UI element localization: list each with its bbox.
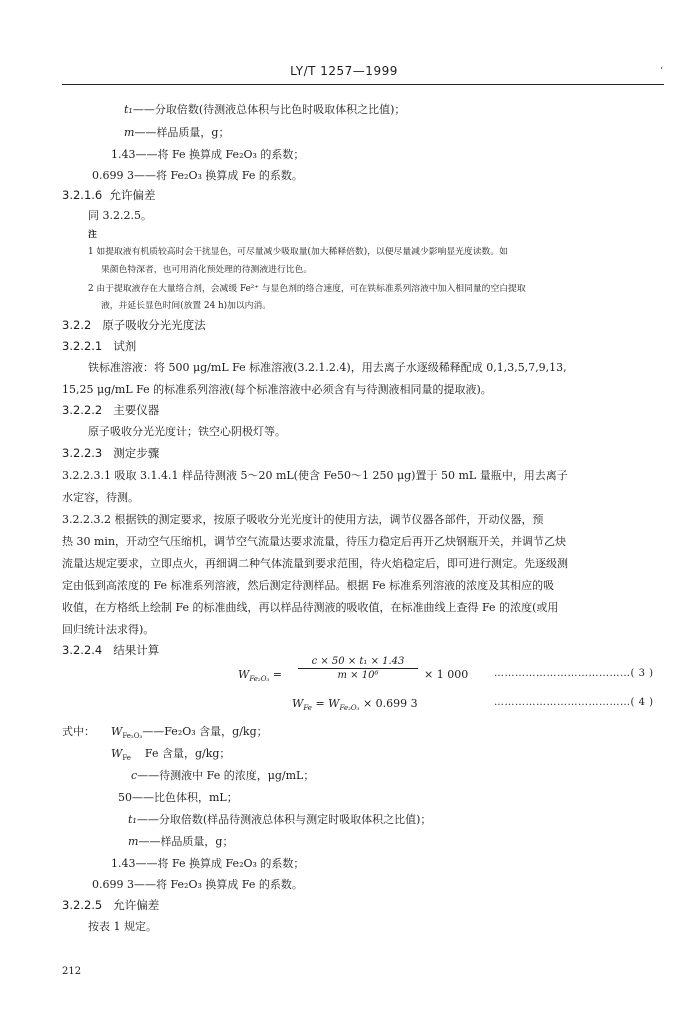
section-title: 主要仪器 (113, 403, 160, 417)
section-3-2-2-2-body: 原子吸收分光光度计；铁空心阴极灯等。 (88, 425, 286, 438)
def-text: ——样品质量，g； (138, 835, 234, 848)
formula-4-number: …………………………………( 4 ) (494, 697, 654, 708)
def-b-7 (111, 855, 304, 871)
section-3-2-2-2-heading (62, 402, 159, 418)
header-rule (62, 84, 664, 85)
def-b-1 (111, 723, 268, 740)
def-text: ——分取倍数(样品待测液总体积与测定时吸取体积之比值)； (136, 813, 432, 826)
def-text: ——Fe₂O₃ 含量，g/kg； (142, 725, 268, 738)
reagent-line-2: 15,25 μg/mL Fe 的标准系列溶液(每个标准溶液中必须含有与待测液相同量的提取液)。 (62, 383, 492, 396)
def-a-1 (124, 101, 405, 117)
def-b-3 (131, 767, 314, 783)
def-text: ——待测液中 Fe 的浓度，μg/mL； (137, 769, 315, 782)
section-number: 3.2.2 (62, 318, 92, 332)
note-1-line-1: 1 如提取液有机质较高时会干扰显色，可尽量减少吸取量(加大稀释倍数)，以便尽量减少影响显光度读数。如 (88, 247, 508, 257)
def-b-6 (128, 833, 233, 849)
formula-subscript: Fe₂O₃ (339, 704, 360, 713)
section-number: 3.2.2.5 (62, 898, 103, 912)
corner-mark: ‘ (660, 66, 664, 77)
def-b-2 (111, 745, 230, 762)
page-number: 212 (62, 966, 82, 977)
section-title: 允许偏差 (113, 898, 160, 912)
def-subscript: Fe (122, 754, 131, 763)
formula-subscript: Fe₂O₃ (249, 675, 270, 684)
reagent-line-1: 铁标准溶液：将 500 μg/mL Fe 标准溶液(3.2.1.2.4)，用去离子水逐级稀释配成 0,1,3,5,7,9,13, (88, 361, 567, 374)
def-symbol: W (111, 725, 123, 738)
def-symbol: 1.43 (111, 148, 136, 161)
defs-b-lead: 式中： (62, 725, 95, 738)
formula-equals: = (272, 668, 282, 681)
def-a-4 (92, 167, 303, 183)
formula-3-denominator: m × 10⁶ (337, 670, 379, 681)
section-number: 3.2.2.2 (62, 403, 103, 417)
def-b-5 (128, 811, 431, 827)
formula-3-fraction (298, 656, 418, 681)
def-symbol: m (128, 835, 139, 848)
note-2-line-2: 液，并延长显色时间(放置 24 h)加以内消。 (101, 301, 272, 311)
def-text: ——分取倍数(待测液总体积与比色时吸取体积之比值)； (132, 103, 406, 116)
section-3-2-2-4-heading (62, 642, 159, 658)
step-2-line-1: 3.2.2.3.2 根据铁的测定要求，按原子吸收分光光度计的使用方法，调节仪器各部件，开动仪器，预 (62, 513, 544, 526)
section-3-2-2-5-heading (62, 897, 159, 913)
section-number: 3.2.2.1 (62, 339, 103, 353)
section-number: 3.2.2.4 (62, 643, 103, 657)
section-title: 结果计算 (113, 643, 160, 657)
def-text: ——将 Fe 换算成 Fe₂O₃ 的系数； (135, 857, 305, 870)
formula-symbol: W (292, 697, 304, 710)
def-b-4 (118, 789, 238, 805)
def-b-8 (92, 876, 303, 892)
section-3-2-1-6-body: 同 3.2.2.5。 (88, 209, 152, 222)
def-symbol: 1.43 (111, 857, 136, 870)
section-number: 3.2.2.3 (62, 446, 103, 460)
step-2-line-4: 定由低到高浓度的 Fe 标准系列溶液，然后测定待测样品。根据 Fe 标准系列溶液的浓度及其相应的吸 (62, 579, 555, 592)
formula-3-tail: × 1 000 (424, 668, 469, 681)
def-subscript: Fe₂O₃ (122, 732, 143, 741)
def-symbol: c (131, 769, 138, 782)
formula-3-numerator: c × 50 × t₁ × 1.43 (311, 656, 405, 667)
section-title: 试剂 (113, 339, 137, 353)
def-symbol: 50 (118, 791, 132, 804)
def-symbol: t₁ (128, 813, 137, 826)
step-1-line-1: 3.2.2.3.1 吸取 3.1.4.1 样品待测液 5～20 mL(使含 Fe50～1 250 μg)置于 50 mL 量瓶中，用去离子 (62, 469, 568, 482)
def-text: ——样品质量，g； (134, 126, 230, 139)
def-symbol: m (124, 126, 135, 139)
formula-symbol: W (238, 668, 250, 681)
def-symbol: W (111, 747, 123, 760)
section-title: 测定步骤 (113, 446, 160, 460)
section-3-2-2-3-heading (62, 445, 159, 461)
def-text: ——将 Fe₂O₃ 换算成 Fe 的系数。 (134, 878, 303, 891)
step-1-line-2: 水定容，待测。 (62, 491, 139, 504)
section-3-2-2-5-body: 按表 1 规定。 (88, 920, 157, 933)
formula-3-lhs (238, 668, 282, 683)
page-header-title: LY/T 1257—1999 (290, 64, 398, 78)
def-symbol: 0.699 3 (92, 169, 134, 182)
note-1-line-2: 果颜色特深者，也可用消化预处理的待测液进行比色。 (101, 265, 313, 275)
def-text: ——比色体积，mL； (132, 791, 238, 804)
def-a-3 (111, 146, 304, 162)
section-title: 允许偏差 (109, 188, 156, 202)
formula-4-tail: × 0.699 3 (362, 697, 418, 710)
section-3-2-1-6-heading (62, 187, 156, 203)
step-2-line-2: 热 30 min，开动空气压缩机，调节空气流量达要求流量，待压力稳定后再开乙炔钢瓶开关，并调节乙炔 (62, 535, 567, 548)
section-number: 3.2.1.6 (62, 188, 103, 202)
def-a-2 (124, 124, 229, 140)
note-label: 注 (88, 230, 97, 240)
formula-rhs: = W (315, 697, 340, 710)
def-text: ——将 Fe₂O₃ 换算成 Fe 的系数。 (134, 169, 303, 182)
step-2-line-5: 收值，在方格纸上绘制 Fe 的标准曲线，再以样品待测液的吸收值，在标准曲线上查得 Fe 的浓度(或用 (62, 601, 559, 614)
def-text: ——将 Fe 换算成 Fe₂O₃ 的系数； (135, 148, 305, 161)
section-title: 原子吸收分光光度法 (102, 318, 206, 332)
step-2-line-6: 回归统计法求得)。 (62, 623, 155, 636)
section-3-2-2-heading (62, 317, 206, 333)
def-symbol: 0.699 3 (92, 878, 134, 891)
formula-subscript: Fe (303, 704, 312, 713)
note-2-line-1: 2 由于提取液存在大量络合剂，会减缓 Fe²⁺ 与显色剂的络合速度，可在铁标准系列溶液中加入相同量的空白提取 (88, 284, 526, 294)
formula-3-number: …………………………………( 3 ) (494, 668, 654, 679)
formula-4 (292, 697, 418, 712)
def-text: Fe 含量，g/kg； (130, 747, 231, 760)
def-symbol: t₁ (124, 103, 133, 116)
fraction-bar (298, 668, 418, 669)
section-3-2-2-1-heading (62, 338, 136, 354)
step-2-line-3: 流量达规定要求，立即点火，再细调二种气体流量到要求范围，待火焰稳定后，即可进行测定。先逐级测 (62, 557, 568, 570)
